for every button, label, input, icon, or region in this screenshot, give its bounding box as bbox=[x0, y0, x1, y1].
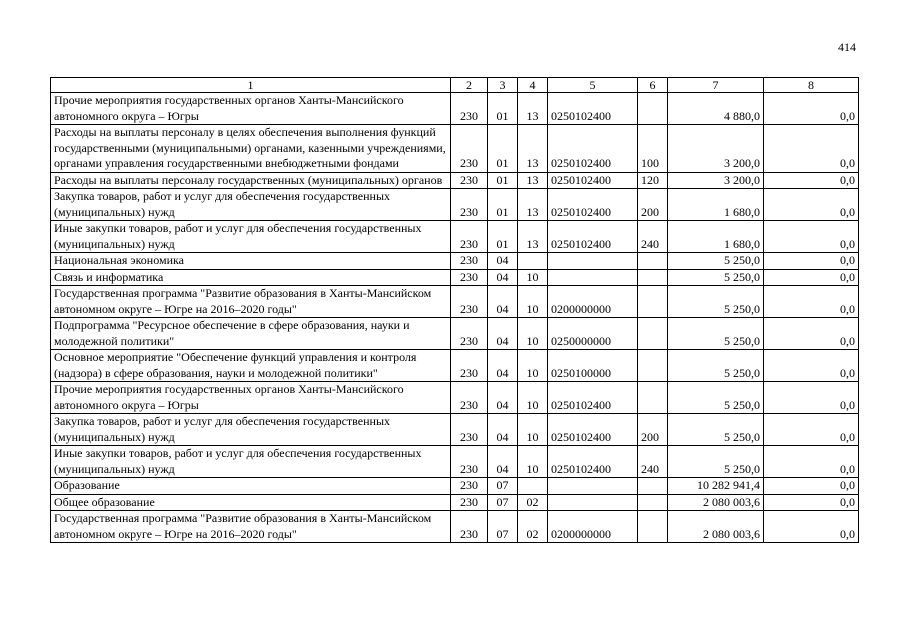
row-name: Иные закупки товаров, работ и услуг для обеспечения государственных (муниципальных) нужд bbox=[51, 221, 451, 253]
cell-col3: 04 bbox=[488, 269, 518, 286]
cell-col4: 10 bbox=[518, 286, 548, 318]
cell-col2: 230 bbox=[451, 478, 488, 495]
page-number: 414 bbox=[838, 40, 856, 54]
cell-col4: 13 bbox=[518, 189, 548, 221]
column-header: 2 bbox=[451, 78, 488, 93]
column-header: 1 bbox=[51, 78, 451, 93]
row-name: Расходы на выплаты персоналу в целях обеспечения выполнения функций государственными (муниципальными) органами, казенными учреждениями, органами управления государственными внебюджетными фондами bbox=[51, 125, 451, 173]
cell-col2: 230 bbox=[451, 125, 488, 173]
row-name: Расходы на выплаты персоналу государственных (муниципальных) органов bbox=[51, 172, 451, 189]
cell-col8: 0,0 bbox=[764, 350, 859, 382]
table-row bbox=[51, 511, 859, 543]
cell-col3: 01 bbox=[488, 221, 518, 253]
cell-col2: 230 bbox=[451, 318, 488, 350]
cell-col6 bbox=[638, 318, 668, 350]
cell-col7: 10 282 941,4 bbox=[668, 478, 764, 495]
cell-col4 bbox=[518, 478, 548, 495]
cell-col6: 200 bbox=[638, 414, 668, 446]
cell-col7: 5 250,0 bbox=[668, 269, 764, 286]
table-row bbox=[51, 318, 859, 350]
cell-col5 bbox=[548, 478, 638, 495]
table-row bbox=[51, 221, 859, 253]
cell-col7: 5 250,0 bbox=[668, 286, 764, 318]
cell-col4: 13 bbox=[518, 172, 548, 189]
cell-col7: 5 250,0 bbox=[668, 382, 764, 414]
table-row bbox=[51, 189, 859, 221]
cell-col7: 3 200,0 bbox=[668, 172, 764, 189]
cell-col6 bbox=[638, 478, 668, 495]
cell-col5: 0250102400 bbox=[548, 93, 638, 125]
cell-col7: 1 680,0 bbox=[668, 221, 764, 253]
row-name: Связь и информатика bbox=[51, 269, 451, 286]
column-header: 6 bbox=[638, 78, 668, 93]
table-row bbox=[51, 382, 859, 414]
cell-col8: 0,0 bbox=[764, 189, 859, 221]
column-header: 5 bbox=[548, 78, 638, 93]
cell-col8: 0,0 bbox=[764, 253, 859, 270]
cell-col5: 0250102400 bbox=[548, 382, 638, 414]
table-row bbox=[51, 446, 859, 478]
cell-col3: 04 bbox=[488, 253, 518, 270]
cell-col7: 2 080 003,6 bbox=[668, 511, 764, 543]
row-name: Общее образование bbox=[51, 494, 451, 511]
table-row bbox=[51, 478, 859, 495]
table-row bbox=[51, 494, 859, 511]
cell-col5: 0250102400 bbox=[548, 446, 638, 478]
cell-col8: 0,0 bbox=[764, 446, 859, 478]
cell-col4: 13 bbox=[518, 221, 548, 253]
cell-col8: 0,0 bbox=[764, 414, 859, 446]
cell-col3: 07 bbox=[488, 511, 518, 543]
cell-col4 bbox=[518, 253, 548, 270]
cell-col4: 10 bbox=[518, 269, 548, 286]
row-name: Прочие мероприятия государственных органов Ханты-Мансийского автономного округа – Югры bbox=[51, 93, 451, 125]
cell-col5: 0250102400 bbox=[548, 414, 638, 446]
cell-col6 bbox=[638, 286, 668, 318]
cell-col3: 04 bbox=[488, 350, 518, 382]
row-name: Основное мероприятие "Обеспечение функций управления и контроля (надзора) в сфере образования, науки и молодежной политики" bbox=[51, 350, 451, 382]
table-row bbox=[51, 350, 859, 382]
cell-col4: 10 bbox=[518, 350, 548, 382]
row-name: Государственная программа "Развитие образования в Ханты-Мансийском автономном округе – Югре на 2016–2020 годы" bbox=[51, 286, 451, 318]
cell-col8: 0,0 bbox=[764, 269, 859, 286]
cell-col8: 0,0 bbox=[764, 478, 859, 495]
cell-col2: 230 bbox=[451, 350, 488, 382]
cell-col8: 0,0 bbox=[764, 494, 859, 511]
table-row bbox=[51, 414, 859, 446]
cell-col7: 5 250,0 bbox=[668, 414, 764, 446]
cell-col2: 230 bbox=[451, 286, 488, 318]
cell-col8: 0,0 bbox=[764, 511, 859, 543]
cell-col5: 0250100000 bbox=[548, 350, 638, 382]
cell-col7: 5 250,0 bbox=[668, 446, 764, 478]
cell-col3: 01 bbox=[488, 125, 518, 173]
table-row bbox=[51, 125, 859, 173]
cell-col6 bbox=[638, 511, 668, 543]
cell-col2: 230 bbox=[451, 189, 488, 221]
cell-col3: 07 bbox=[488, 478, 518, 495]
cell-col5: 0200000000 bbox=[548, 286, 638, 318]
cell-col5: 0250000000 bbox=[548, 318, 638, 350]
cell-col5 bbox=[548, 253, 638, 270]
cell-col2: 230 bbox=[451, 414, 488, 446]
row-name: Закупка товаров, работ и услуг для обеспечения государственных (муниципальных) нужд bbox=[51, 414, 451, 446]
cell-col2: 230 bbox=[451, 221, 488, 253]
cell-col7: 1 680,0 bbox=[668, 189, 764, 221]
cell-col5: 0250102400 bbox=[548, 172, 638, 189]
column-header: 7 bbox=[668, 78, 764, 93]
cell-col2: 230 bbox=[451, 172, 488, 189]
cell-col6 bbox=[638, 269, 668, 286]
cell-col3: 04 bbox=[488, 286, 518, 318]
cell-col7: 2 080 003,6 bbox=[668, 494, 764, 511]
table-row bbox=[51, 286, 859, 318]
cell-col5: 0250102400 bbox=[548, 221, 638, 253]
table-row bbox=[51, 172, 859, 189]
cell-col3: 01 bbox=[488, 93, 518, 125]
cell-col6 bbox=[638, 382, 668, 414]
cell-col3: 04 bbox=[488, 414, 518, 446]
cell-col5: 0250102400 bbox=[548, 189, 638, 221]
cell-col7: 3 200,0 bbox=[668, 125, 764, 173]
cell-col4: 10 bbox=[518, 382, 548, 414]
row-name: Закупка товаров, работ и услуг для обеспечения государственных (муниципальных) нужд bbox=[51, 189, 451, 221]
cell-col7: 4 880,0 bbox=[668, 93, 764, 125]
row-name: Прочие мероприятия государственных органов Ханты-Мансийского автономного округа – Югры bbox=[51, 382, 451, 414]
cell-col7: 5 250,0 bbox=[668, 253, 764, 270]
cell-col8: 0,0 bbox=[764, 286, 859, 318]
cell-col3: 04 bbox=[488, 318, 518, 350]
cell-col6: 200 bbox=[638, 189, 668, 221]
cell-col8: 0,0 bbox=[764, 125, 859, 173]
row-name: Образование bbox=[51, 478, 451, 495]
cell-col8: 0,0 bbox=[764, 318, 859, 350]
cell-col6: 240 bbox=[638, 221, 668, 253]
cell-col6: 120 bbox=[638, 172, 668, 189]
cell-col5 bbox=[548, 494, 638, 511]
cell-col5: 0250102400 bbox=[548, 125, 638, 173]
cell-col4: 10 bbox=[518, 414, 548, 446]
cell-col3: 01 bbox=[488, 189, 518, 221]
cell-col6: 100 bbox=[638, 125, 668, 173]
cell-col2: 230 bbox=[451, 93, 488, 125]
cell-col3: 04 bbox=[488, 446, 518, 478]
row-name: Подпрограмма "Ресурсное обеспечение в сфере образования, науки и молодежной политики" bbox=[51, 318, 451, 350]
cell-col5: 0200000000 bbox=[548, 511, 638, 543]
budget-table bbox=[50, 77, 859, 543]
cell-col6 bbox=[638, 253, 668, 270]
cell-col2: 230 bbox=[451, 269, 488, 286]
table-row bbox=[51, 253, 859, 270]
cell-col2: 230 bbox=[451, 253, 488, 270]
cell-col2: 230 bbox=[451, 382, 488, 414]
column-header: 8 bbox=[764, 78, 859, 93]
row-name: Национальная экономика bbox=[51, 253, 451, 270]
cell-col8: 0,0 bbox=[764, 382, 859, 414]
cell-col8: 0,0 bbox=[764, 221, 859, 253]
cell-col5 bbox=[548, 269, 638, 286]
header-row bbox=[51, 78, 859, 93]
cell-col6 bbox=[638, 350, 668, 382]
row-name: Иные закупки товаров, работ и услуг для обеспечения государственных (муниципальных) нужд bbox=[51, 446, 451, 478]
cell-col3: 01 bbox=[488, 172, 518, 189]
cell-col6 bbox=[638, 93, 668, 125]
cell-col4: 02 bbox=[518, 511, 548, 543]
cell-col4: 10 bbox=[518, 318, 548, 350]
cell-col3: 07 bbox=[488, 494, 518, 511]
table-row bbox=[51, 93, 859, 125]
cell-col2: 230 bbox=[451, 511, 488, 543]
column-header: 3 bbox=[488, 78, 518, 93]
column-header: 4 bbox=[518, 78, 548, 93]
table-row bbox=[51, 269, 859, 286]
cell-col4: 13 bbox=[518, 125, 548, 173]
cell-col7: 5 250,0 bbox=[668, 350, 764, 382]
cell-col8: 0,0 bbox=[764, 172, 859, 189]
cell-col7: 5 250,0 bbox=[668, 318, 764, 350]
cell-col8: 0,0 bbox=[764, 93, 859, 125]
cell-col4: 02 bbox=[518, 494, 548, 511]
cell-col6: 240 bbox=[638, 446, 668, 478]
cell-col2: 230 bbox=[451, 446, 488, 478]
cell-col6 bbox=[638, 494, 668, 511]
cell-col2: 230 bbox=[451, 494, 488, 511]
cell-col4: 10 bbox=[518, 446, 548, 478]
row-name: Государственная программа "Развитие образования в Ханты-Мансийском автономном округе – Югре на 2016–2020 годы" bbox=[51, 511, 451, 543]
cell-col4: 13 bbox=[518, 93, 548, 125]
cell-col3: 04 bbox=[488, 382, 518, 414]
